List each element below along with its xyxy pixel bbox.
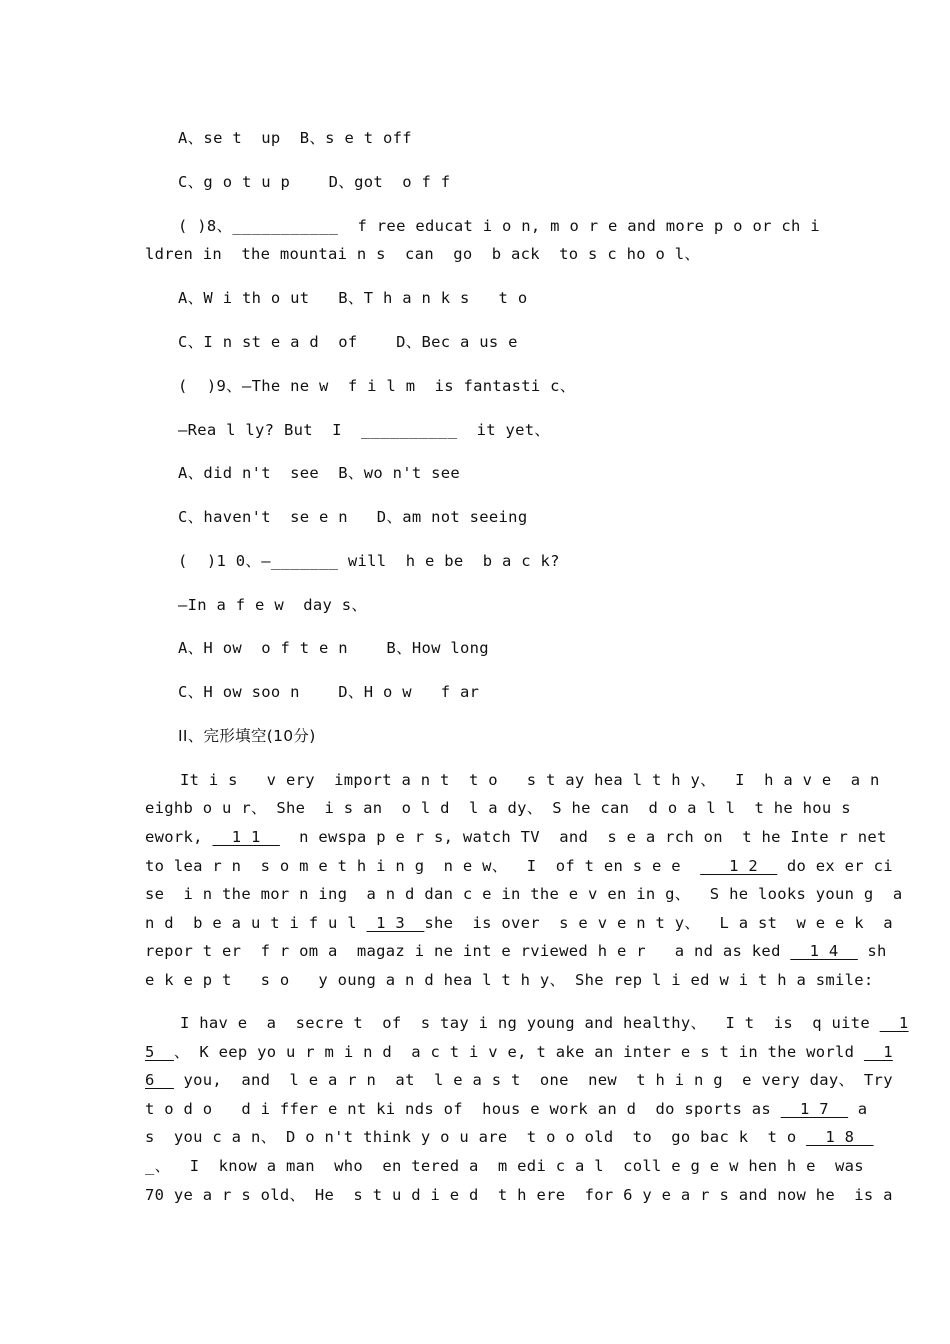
q9-stem-line1: ( )9、—The ne w f i l m is fantasti c、 [178, 377, 576, 395]
q8-options-cd: C、I n st e a d of D、Bec a us e [178, 333, 518, 351]
blank-15: 1 [879, 1014, 909, 1032]
q10-stem-line2: —In a f e w day s、 [178, 596, 368, 614]
blank-15: 5 [145, 1043, 174, 1061]
blank-16: 1 [863, 1043, 893, 1061]
passage1-text: sh [857, 942, 887, 960]
q8-stem-line1: ( )8、___________ f ree educat i o n, m o r e and more p o or ch i [178, 217, 820, 235]
passage2-line7: 70 ye a r s old、 He s t u d i e d t h ere for 6 y e a r s and now he is a [145, 1186, 893, 1204]
q9-options-ab: A、did n't see B、wo n't see [178, 464, 461, 482]
blank-12: 1 2 [700, 857, 778, 875]
blank-16: 6 [145, 1071, 174, 1089]
blank-13: 1 3 [366, 914, 425, 932]
passage1-line8: e k e p t s o y oung a n d hea l t h y、 She rep l i ed w i t h a smile: [145, 971, 874, 989]
q7-options-cd: C、g o t u p D、got o f f [178, 173, 451, 191]
passage2-text: 、 K eep yo u r m i n d a c t i v e, t ake an inter e s t in the world [173, 1043, 864, 1061]
blank-17: 1 7 [780, 1100, 849, 1118]
passage1-line3 [145, 827, 887, 847]
passage2-line3 [145, 1070, 893, 1090]
passage1-line6 [145, 913, 893, 933]
passage2-text: you, and l e a r n at l e a s t one new t h i n g e very day、 Try [173, 1071, 893, 1089]
passage1-text: to lea r n s o m e t h i n g n e w、 I of t en s e e [145, 857, 701, 875]
passage1-line5: se i n the mor n ing a n d dan c e in the e v en in g、 S he looks youn g a [145, 885, 903, 903]
passage2-text: I hav e a secre t of s tay i ng young and healthy、 I t is q uite [180, 1014, 880, 1032]
q7-options-ab: A、se t up B、s e t off [178, 129, 412, 147]
passage2-line4 [145, 1099, 868, 1119]
q8-options-ab: A、W i th o ut B、T h a n k s t o [178, 289, 528, 307]
blank-14: 1 4 [790, 942, 858, 960]
passage2-line1 [145, 1013, 909, 1033]
blank-18: 1 8 [806, 1128, 874, 1146]
passage1-line1: It i s v ery import a n t t o s t ay hea l t h y、 I h a v e a n [180, 771, 880, 789]
q10-options-ab: A、H ow o f t e n B、How long [178, 639, 489, 657]
passage1-line4 [145, 856, 893, 876]
passage2-text: s you c a n、 D o n't think y o u are t o o old to go bac k t o [145, 1128, 807, 1146]
section-heading: II、完形填空(10分) [178, 727, 316, 745]
passage1-text: she is over s e v e n t y、 L a st w e e k a [424, 914, 893, 932]
q9-options-cd: C、haven't se e n D、am not seeing [178, 508, 528, 526]
passage1-text: repor t er f r om a magaz i ne int e rviewed h e r a nd as ked [145, 942, 791, 960]
passage2-text: a [848, 1100, 868, 1118]
blank-11: 1 1 [212, 828, 280, 846]
q9-stem-line2: —Rea l ly? But I __________ it yet、 [178, 421, 551, 439]
passage1-text: n ewspa p e r s, watch TV and s e a rch on t he Inte r net [279, 828, 887, 846]
q10-options-cd: C、H ow soo n D、H o w f ar [178, 683, 480, 701]
passage1-text: do ex er ci [777, 857, 893, 875]
passage1-text: ework, [145, 828, 213, 846]
passage2-text: t o d o d i ffer e nt ki nds of hous e work an d do sports as [145, 1100, 781, 1118]
q10-stem-line1: ( )1 0、—_______ will h e be b a c k? [178, 552, 560, 570]
passage1-line2: eighb o u r、 She i s an o l d l a dy、 S he can d o a l l t he hou s [145, 799, 851, 817]
passage1-text: n d b e a u t i f u l [145, 914, 367, 932]
passage1-line7 [145, 941, 887, 961]
passage2-line6: _、 I know a man who en tered a m edi c a l coll e g e w hen h e was [145, 1157, 864, 1175]
q8-stem-line2: ldren in the mountai n s can go b ack to s c ho o l、 [145, 245, 701, 263]
passage2-line2 [145, 1042, 893, 1062]
passage2-line5 [145, 1127, 874, 1147]
